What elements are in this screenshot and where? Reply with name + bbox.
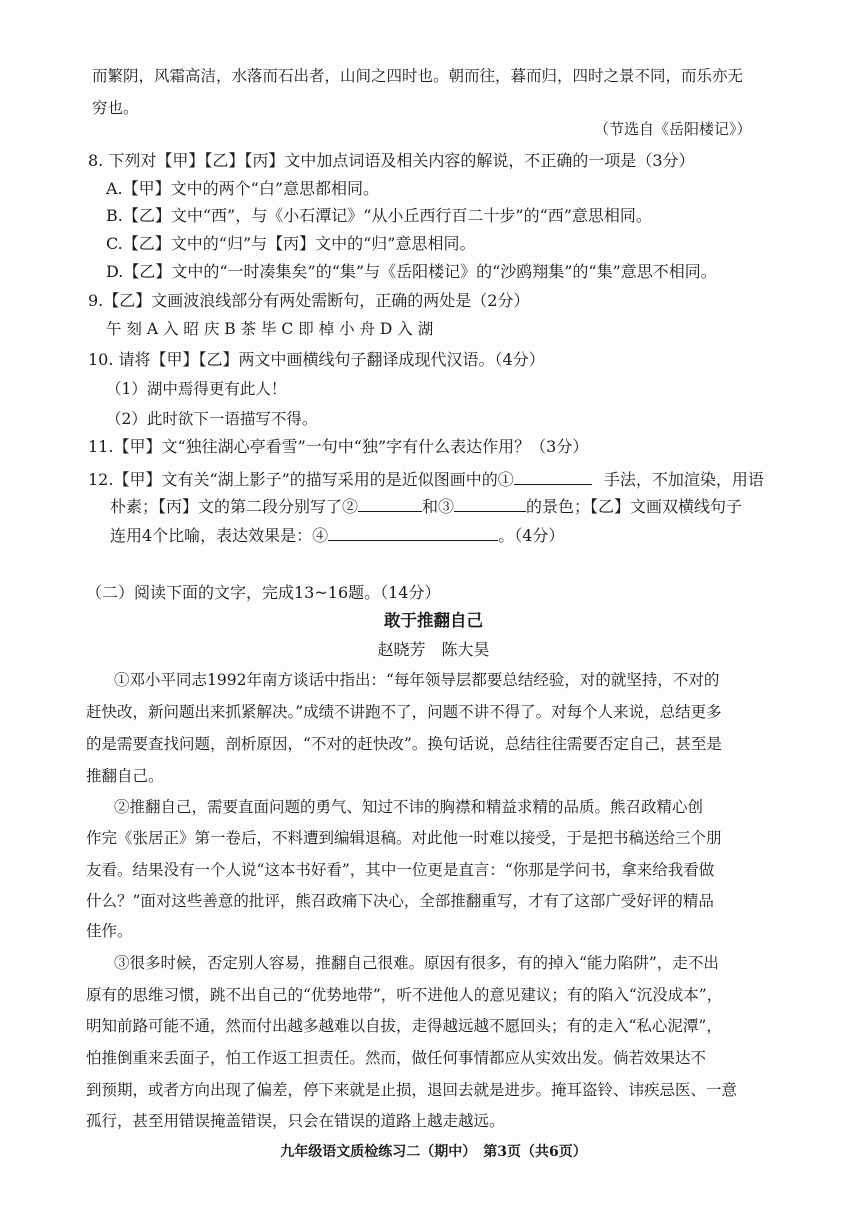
question-12-line-3 [110, 524, 564, 546]
answer-blank-2[interactable] [358, 495, 422, 512]
question-12-text: 12.【甲】文有关“湖上影子”的描写采用的是近似图画中的① [88, 470, 514, 489]
question-11-stem: 11.【甲】文“独往湖心亭看雪”一句中“独”字有什么表达作用？（3分） [88, 437, 589, 456]
article-line: ①邓小平同志1992年南方谈话中指出：“每年领导层都要总结经验，对的就坚持，不对的 [114, 671, 720, 689]
question-12-text: 手法，不加渲染，用语 [603, 470, 764, 489]
article-line: 明知前路可能不通，然而付出越多越难以自拔，走得越远越不愿回头；有的走入“私心泥潭”， [86, 1017, 722, 1035]
article-line: 原有的思维习惯，跳不出自己的“优势地带”，听不进他人的意见建议；有的陷入“沉没成本”， [86, 986, 723, 1004]
question-8-option-c: C.【乙】文中的“归”与【丙】文中的“归”意思相同。 [106, 234, 476, 253]
article-title: 敢于推翻自己 [384, 611, 483, 630]
article-line: 的是需要查找问题，剖析原因，“不对的赶快改”。换句话说，总结往往需要否定自己，甚至是 [86, 735, 722, 753]
article-line: 佳作。 [86, 922, 133, 940]
question-10-stem: 10. 请将【甲】【乙】两文中画横线句子翻译成现代汉语。（4分） [88, 350, 545, 369]
article-line: 赶快改，新问题出来抓紧解决。”成绩不讲跑不了，问题不讲不得了。对每个人来说，总结更多 [86, 703, 722, 721]
question-12-line-1 [88, 468, 764, 490]
question-8-stem: 8. 下列对【甲】【乙】【丙】文中加点词语及相关内容的解说，不正确的一项是（3分） [88, 151, 695, 170]
question-10-sentence-1: （1）湖中焉得更有此人！ [106, 380, 287, 398]
passage-source: （节选自《岳阳楼记》） [594, 120, 752, 138]
question-12-text: 和③ [422, 497, 455, 516]
page-footer: 九年级语文质检练习二（期中） 第3页（共6页） [280, 1144, 587, 1160]
answer-blank-3[interactable] [454, 495, 526, 512]
question-12-text: 。（4分） [498, 526, 565, 545]
article-line: 友看。结果没有一个人说“这本书好看”，其中一位更是直言：“你那是学问书，拿来给我看做 [86, 861, 715, 879]
question-10-sentence-2: （2）此时欲下一语描写不得。 [106, 410, 318, 428]
article-line: 推翻自己。 [86, 767, 164, 785]
question-9-stem: 9.【乙】文画波浪线部分有两处需断句，正确的两处是（2分） [88, 291, 530, 310]
question-12-text: 连用4个比喻，表达效果是：④ [110, 526, 329, 545]
question-9-sentence: 午 刻 A 入 昭 庆 B 茶 毕 C 即 棹 小 舟 D 入 湖 [106, 320, 434, 338]
article-line: 怕推倒重来丢面子，怕工作返工担责任。然而，做任何事情都应从实效出发。倘若效果达不 [86, 1049, 707, 1067]
question-12-text: 朴素；【丙】文的第二段分别写了② [110, 497, 359, 516]
article-line: ②推翻自己，需要直面问题的勇气、知过不讳的胸襟和精益求精的品质。熊召政精心创 [114, 798, 704, 816]
passage-line: 穷也。 [92, 99, 139, 117]
article-line: 作完《张居正》第一卷后，不料遭到编辑退稿。对此他一时难以接受，于是把书稿送给三个朋 [86, 829, 722, 847]
article-line: 孤行，甚至用错误掩盖错误，只会在错误的道路上越走越远。 [86, 1112, 505, 1130]
passage-line: 而繁阴，风霜高洁，水落而石出者，山间之四时也。朝而往，暮而归，四时之景不同，而乐亦无 [92, 67, 744, 85]
question-8-option-b: B.【乙】文中“西”，与《小石潭记》“从小丘西行百二十步”的“西”意思相同。 [106, 206, 652, 225]
article-line: ③很多时候，否定别人容易，推翻自己很难。原因有很多，有的掉入“能力陷阱”，走不出 [114, 954, 719, 972]
question-12-line-2 [110, 495, 742, 517]
question-12-text: 的景色；【乙】文画双横线句子 [526, 497, 743, 516]
question-8-option-a: A.【甲】文中的两个“白”意思都相同。 [106, 179, 380, 198]
question-8-option-d: D.【乙】文中的“一时凑集矣”的“集”与《岳阳楼记》的“沙鸥翔集”的“集”意思不相同。 [106, 262, 717, 281]
section-heading: （二）阅读下面的文字，完成13~16题。（14分） [86, 583, 441, 602]
answer-blank-4[interactable] [328, 524, 498, 541]
answer-blank-1[interactable] [514, 468, 592, 485]
article-authors: 赵晓芳 陈大昊 [377, 640, 490, 659]
article-line: 到预期，或者方向出现了偏差，停下来就是止损，退回去就是进步。掩耳盗铃、讳疾忌医、一意 [86, 1081, 738, 1099]
article-line: 什么？”面对这些善意的批评，熊召政痛下决心，全部推翻重写，才有了这部广受好评的精品 [86, 892, 714, 910]
